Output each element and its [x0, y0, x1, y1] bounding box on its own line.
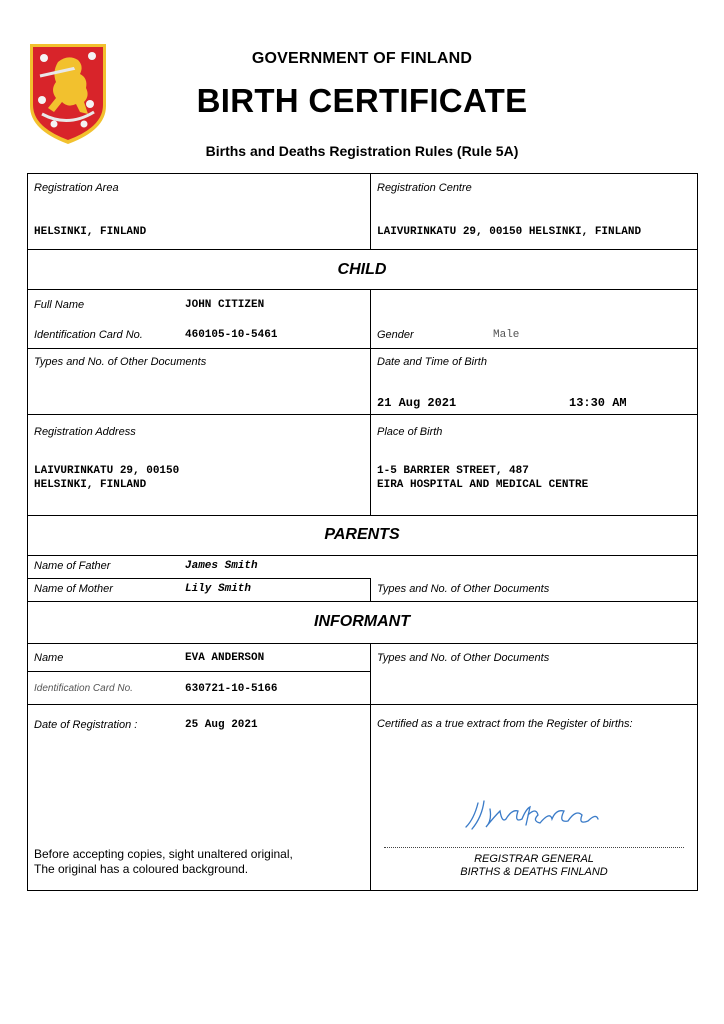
registration-centre-label: Registration Centre: [377, 182, 472, 194]
informant-section-heading: INFORMANT: [314, 613, 410, 630]
informant-name-label: Name: [34, 652, 64, 664]
child-address-label: Registration Address: [34, 426, 136, 438]
informant-name-value: EVA ANDERSON: [185, 652, 265, 664]
registrar-signature: [460, 797, 610, 835]
child-place-of-birth-label: Place of Birth: [377, 426, 443, 438]
registration-centre-value: LAIVURINKATU 29, 00150 HELSINKI, FINLAND: [377, 226, 642, 238]
informant-id-value: 630721-10-5166: [185, 683, 278, 695]
registration-area-value: HELSINKI, FINLAND: [34, 226, 147, 238]
child-full-name-label: Full Name: [34, 299, 85, 311]
child-place-of-birth-value: 1-5 BARRIER STREET, 487 EIRA HOSPITAL AND MEDICAL CENTRE: [377, 465, 589, 491]
child-dob-label: Date and Time of Birth: [377, 356, 487, 368]
government-heading: GOVERNMENT OF FINLAND: [251, 50, 473, 67]
mother-name-value: Lily Smith: [185, 583, 252, 595]
informant-id-label: Identification Card No.: [34, 683, 133, 694]
certified-extract-text: Certified as a true extract from the Register of births:: [377, 718, 633, 730]
parents-other-documents-label: Types and No. of Other Documents: [377, 583, 550, 595]
registrar-title-line1: REGISTRAR GENERAL: [474, 853, 594, 865]
child-id-value: 460105-10-5461: [185, 329, 278, 341]
signature-line: [384, 847, 684, 848]
child-other-documents-label: Types and No. of Other Documents: [34, 356, 207, 368]
child-section-heading: CHILD: [337, 261, 387, 278]
child-dob-date: 21 Aug 2021: [377, 396, 457, 410]
registrar-title-line2: BIRTHS & DEATHS FINLAND: [460, 866, 608, 878]
registration-date-value: 25 Aug 2021: [185, 719, 258, 731]
child-gender-value: Male: [493, 329, 520, 341]
child-address-value: LAIVURINKATU 29, 00150 HELSINKI, FINLAND: [34, 465, 180, 491]
registration-area-label: Registration Area: [34, 182, 119, 194]
notice-line2: The original has a coloured background.: [34, 862, 249, 876]
registration-date-label: Date of Registration :: [34, 719, 138, 731]
rule-subtitle: Births and Deaths Registration Rules (Rule 5A): [205, 143, 519, 159]
father-name-value: James Smith: [185, 560, 258, 572]
child-dob-time: 13:30 AM: [569, 396, 627, 410]
child-id-label: Identification Card No.: [34, 329, 143, 341]
child-full-name-value: JOHN CITIZEN: [185, 299, 265, 311]
child-gender-label: Gender: [377, 329, 414, 341]
parents-section-heading: PARENTS: [324, 526, 400, 543]
informant-other-documents-label: Types and No. of Other Documents: [377, 652, 550, 664]
father-name-label: Name of Father: [34, 560, 111, 572]
document-title: BIRTH CERTIFICATE: [196, 82, 528, 119]
mother-name-label: Name of Mother: [34, 583, 113, 595]
notice-line1: Before accepting copies, sight unaltered original,: [34, 847, 293, 861]
